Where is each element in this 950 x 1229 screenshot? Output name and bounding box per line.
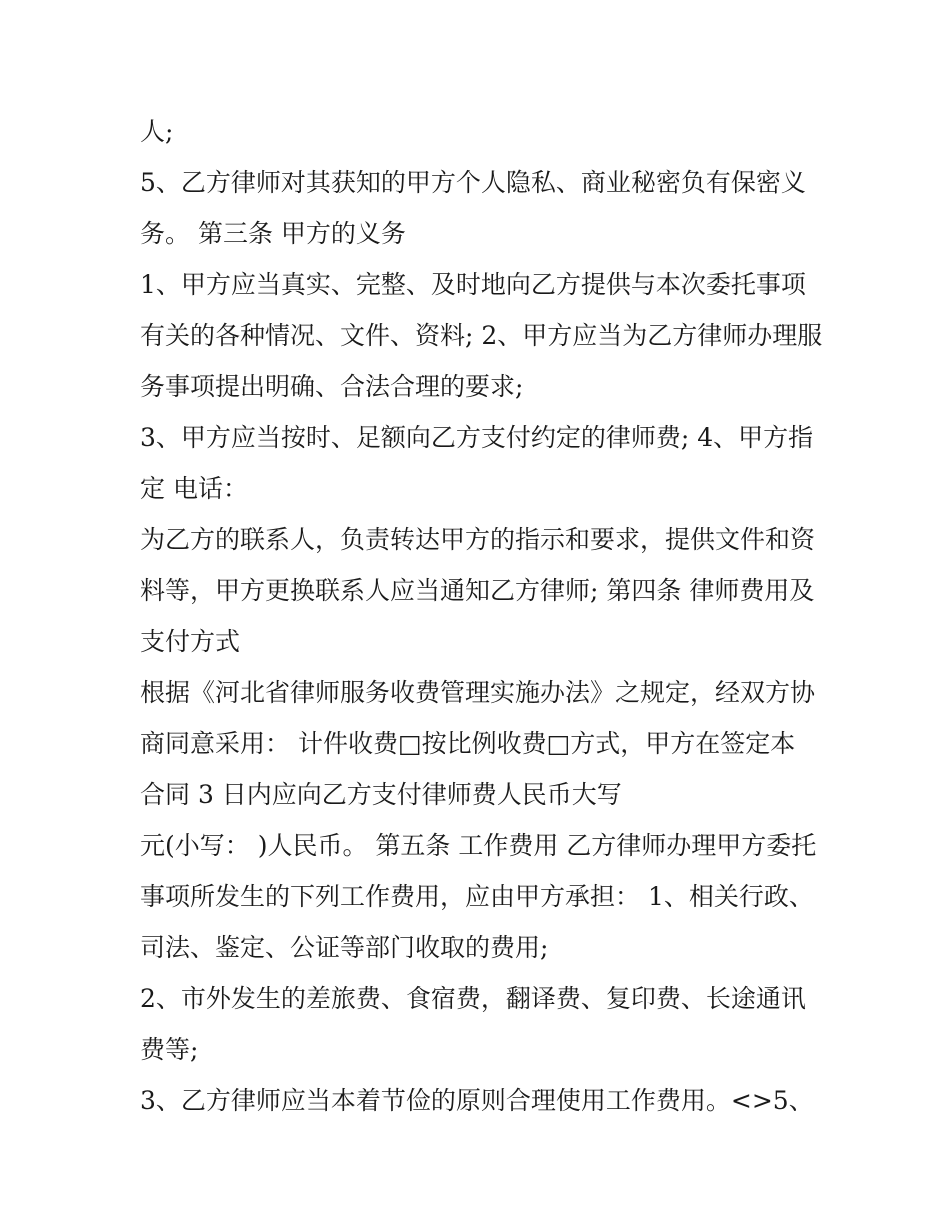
text-line: 司法、鉴定、公证等部门收取的费用; bbox=[140, 933, 549, 962]
text-line: 事项所发生的下列工作费用，应由甲方承担： 1、相关行政、 bbox=[140, 882, 814, 911]
text-line: 有关的各种情况、文件、资料; 2、甲方应当为乙方律师办理服 bbox=[140, 321, 823, 350]
text-line: 2、市外发生的差旅费、食宿费，翻译费、复印费、长途通讯 bbox=[140, 984, 806, 1013]
text-line: 5、乙方律师对其获知的甲方个人隐私、商业秘密负有保密义 bbox=[140, 168, 806, 197]
text-line: 料等，甲方更换联系人应当通知乙方律师; 第四条 律师费用及 bbox=[140, 576, 815, 605]
text-line: 3、乙方律师应当本着节俭的原则合理使用工作费用。<>5、 bbox=[140, 1086, 814, 1115]
text-line: 费等; bbox=[140, 1035, 199, 1064]
text-line: 商同意采用： 计件收费□按比例收费□方式，甲方在签定本 bbox=[140, 729, 796, 758]
text-line: 合同 3 日内应向乙方支付律师费人民币大写 bbox=[140, 780, 622, 809]
text-line: 为乙方的联系人，负责转达甲方的指示和要求，提供文件和资 bbox=[140, 525, 816, 554]
text-line: 定 电话： bbox=[140, 474, 248, 503]
text-line: 1、甲方应当真实、完整、及时地向乙方提供与本次委托事项 bbox=[140, 270, 806, 299]
text-line: 支付方式 bbox=[140, 627, 241, 656]
text-line: 务。 第三条 甲方的义务 bbox=[140, 219, 406, 248]
text-line: 根据《河北省律师服务收费管理实施办法》之规定，经双方协 bbox=[140, 678, 816, 707]
text-line: 人; bbox=[140, 117, 174, 146]
text-line: 元(小写： )人民币。 第五条 工作费用 乙方律师办理甲方委托 bbox=[140, 831, 817, 860]
text-line: 务事项提出明确、合法合理的要求; bbox=[140, 372, 524, 401]
text-line: 3、甲方应当按时、足额向乙方支付约定的律师费; 4、甲方指 bbox=[140, 423, 814, 452]
contract-body-text bbox=[140, 106, 823, 1126]
